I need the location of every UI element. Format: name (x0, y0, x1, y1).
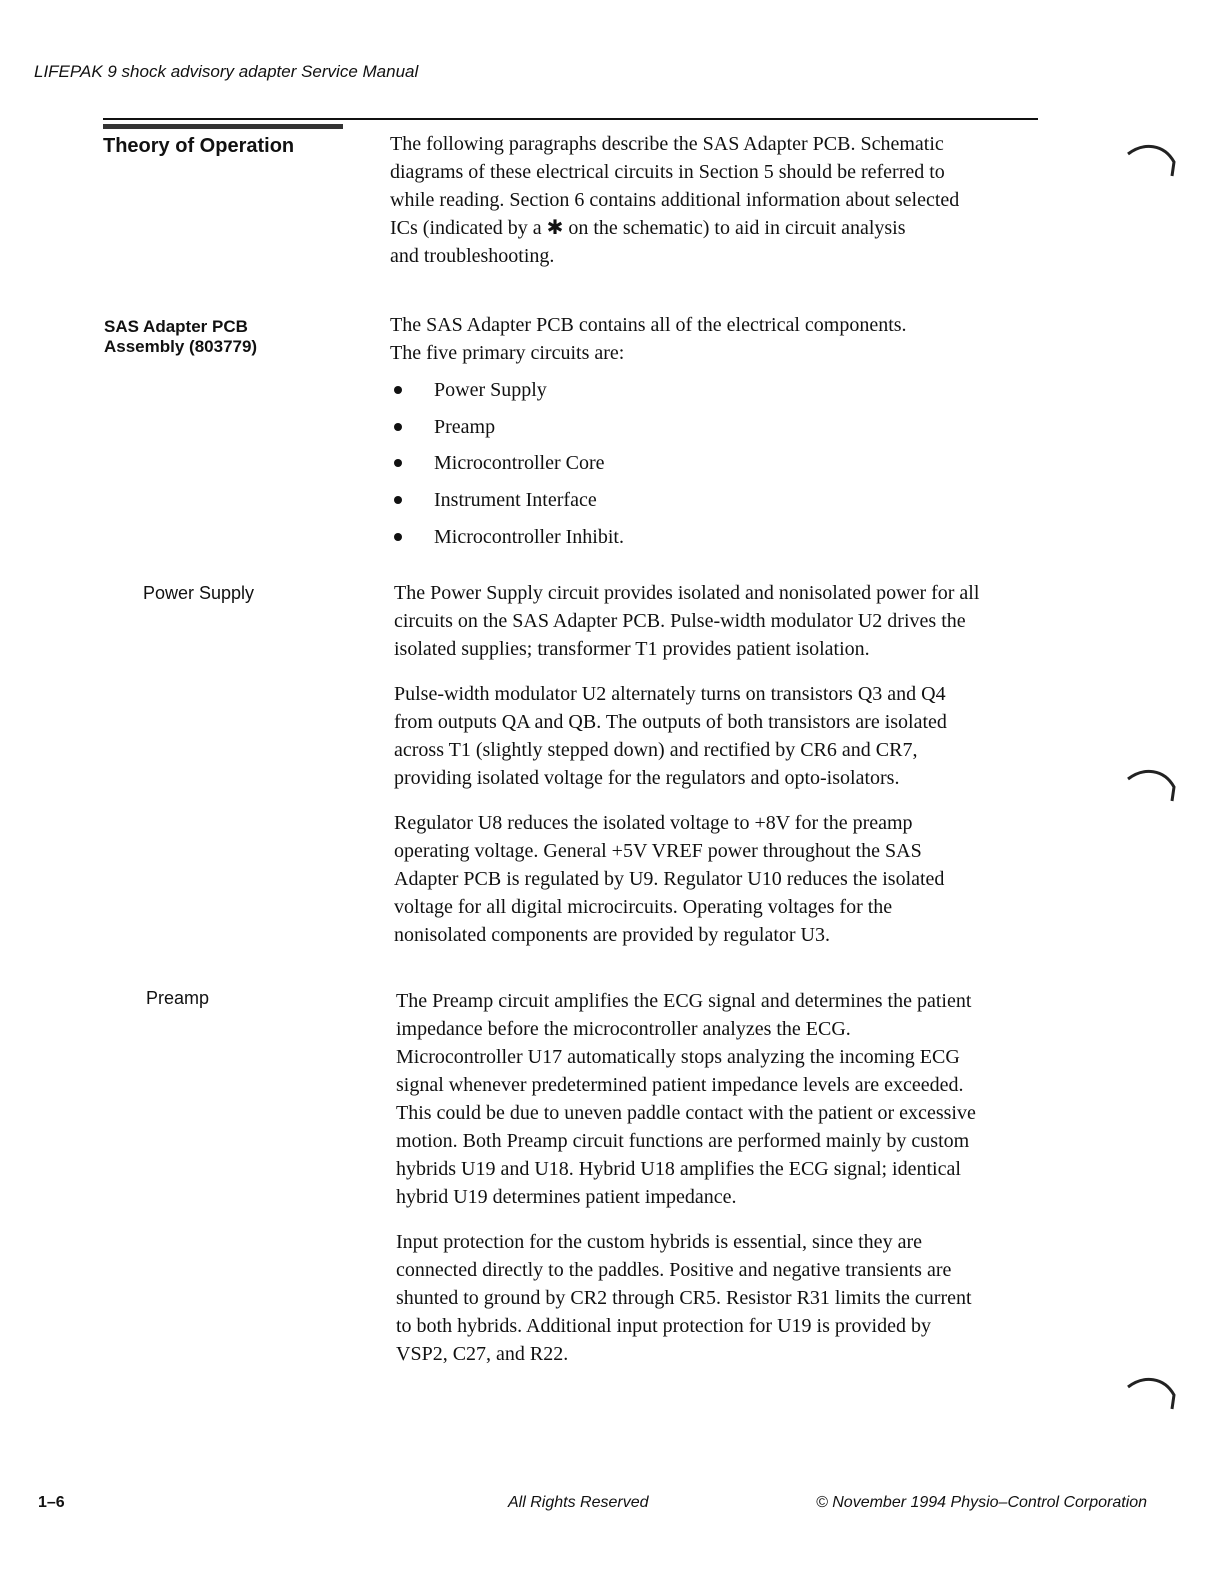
list-item (390, 445, 624, 482)
text-line: signal whenever predetermined patient impedance levels are exceeded. (396, 1074, 964, 1096)
list-item-label: Preamp (434, 415, 496, 438)
footer-rights: All Rights Reserved (508, 1494, 649, 1511)
assembly-heading-line: Assembly (803779) (104, 337, 258, 356)
circuit-list (390, 372, 624, 555)
list-item-label: Microcontroller Inhibit. (434, 525, 624, 548)
text-line: across T1 (slightly stepped down) and rectified by CR6 and CR7, (394, 739, 918, 761)
theory-intro-paragraph (390, 130, 1040, 270)
text-line: isolated supplies; transformer T1 provides patient isolation. (394, 638, 870, 660)
bullet-icon (394, 533, 402, 541)
text-line: VSP2, C27, and R22. (396, 1343, 569, 1365)
manual-title: LIFEPAK 9 shock advisory adapter Service Manual (34, 62, 419, 81)
text-line: Input protection for the custom hybrids is essential, since they are (396, 1231, 922, 1253)
text-line: The Preamp circuit amplifies the ECG signal and determines the patient (396, 990, 972, 1012)
binder-hole-icon (1122, 765, 1182, 805)
page-number: 1–6 (38, 1494, 65, 1511)
text-line: connected directly to the paddles. Positive and negative transients are (396, 1259, 952, 1281)
text-line: The Power Supply circuit provides isolated and nonisolated power for all (394, 582, 980, 604)
assembly-heading-line: SAS Adapter PCB (104, 317, 248, 336)
text-line: circuits on the SAS Adapter PCB. Pulse-width modulator U2 drives the (394, 610, 966, 632)
text-line: This could be due to uneven paddle contact with the patient or excessive (396, 1102, 976, 1124)
subsection-label-power-supply: Power Supply (143, 583, 255, 603)
text-line: and troubleshooting. (390, 245, 555, 267)
text-line: motion. Both Preamp circuit functions are performed mainly by custom (396, 1130, 970, 1152)
list-item (390, 482, 624, 519)
section-heading-assembly (104, 317, 257, 357)
list-item-label: Power Supply (434, 379, 547, 402)
power-supply-paragraph-1 (394, 579, 1044, 663)
text-line: hybrids U19 and U18. Hybrid U18 amplifies the ECG signal; identical (396, 1158, 961, 1180)
bullet-icon (394, 423, 402, 431)
text-line: Pulse-width modulator U2 alternately turns on transistors Q3 and Q4 (394, 683, 946, 705)
text-line: providing isolated voltage for the regulators and opto-isolators. (394, 767, 900, 789)
text-line: shunted to ground by CR2 through CR5. Resistor R31 limits the current (396, 1287, 972, 1309)
text-line: from outputs QA and QB. The outputs of both transistors are isolated (394, 711, 947, 733)
power-supply-paragraph-2 (394, 680, 1044, 792)
section-heading-theory: Theory of Operation (103, 135, 295, 157)
list-item (390, 409, 624, 446)
header-rule (103, 118, 1038, 120)
text-line: impedance before the microcontroller analyzes the ECG. (396, 1018, 851, 1040)
bullet-icon (394, 496, 402, 504)
text-line: ICs (indicated by a ✱ on the schematic) to aid in circuit analysis (390, 217, 906, 239)
preamp-paragraph-1 (396, 987, 1046, 1211)
subsection-label-preamp: Preamp (146, 988, 210, 1008)
text-line: nonisolated components are provided by regulator U3. (394, 924, 830, 946)
text-line: Regulator U8 reduces the isolated voltage to +8V for the preamp (394, 812, 913, 834)
text-line: The five primary circuits are: (390, 342, 625, 364)
text-line: hybrid U19 determines patient impedance. (396, 1186, 737, 1208)
text-line: operating voltage. General +5V VREF power throughout the SAS (394, 840, 922, 862)
text-line: diagrams of these electrical circuits in Section 5 should be referred to (390, 161, 945, 183)
power-supply-paragraph-3 (394, 809, 1044, 949)
binder-hole-icon (1122, 140, 1182, 180)
text-line: The following paragraphs describe the SAS Adapter PCB. Schematic (390, 133, 944, 155)
text-line: while reading. Section 6 contains additional information about selected (390, 189, 960, 211)
text-line: to both hybrids. Additional input protection for U19 is provided by (396, 1315, 931, 1337)
list-item-label: Microcontroller Core (434, 452, 605, 475)
binder-hole-icon (1122, 1373, 1182, 1413)
text-line: voltage for all digital microcircuits. Operating voltages for the (394, 896, 893, 918)
preamp-paragraph-2 (396, 1228, 1046, 1368)
bullet-icon (394, 459, 402, 467)
list-item-label: Instrument Interface (434, 489, 597, 512)
section-rule-accent (103, 124, 343, 129)
bullet-icon (394, 386, 402, 394)
text-line: Adapter PCB is regulated by U9. Regulator U10 reduces the isolated (394, 868, 945, 890)
text-line: The SAS Adapter PCB contains all of the electrical components. (390, 314, 907, 336)
assembly-intro-paragraph (390, 311, 1040, 367)
footer-copyright: © November 1994 Physio–Control Corporation (816, 1494, 1148, 1511)
text-line: Microcontroller U17 automatically stops analyzing the incoming ECG (396, 1046, 960, 1068)
list-item (390, 372, 624, 409)
list-item (390, 518, 624, 555)
